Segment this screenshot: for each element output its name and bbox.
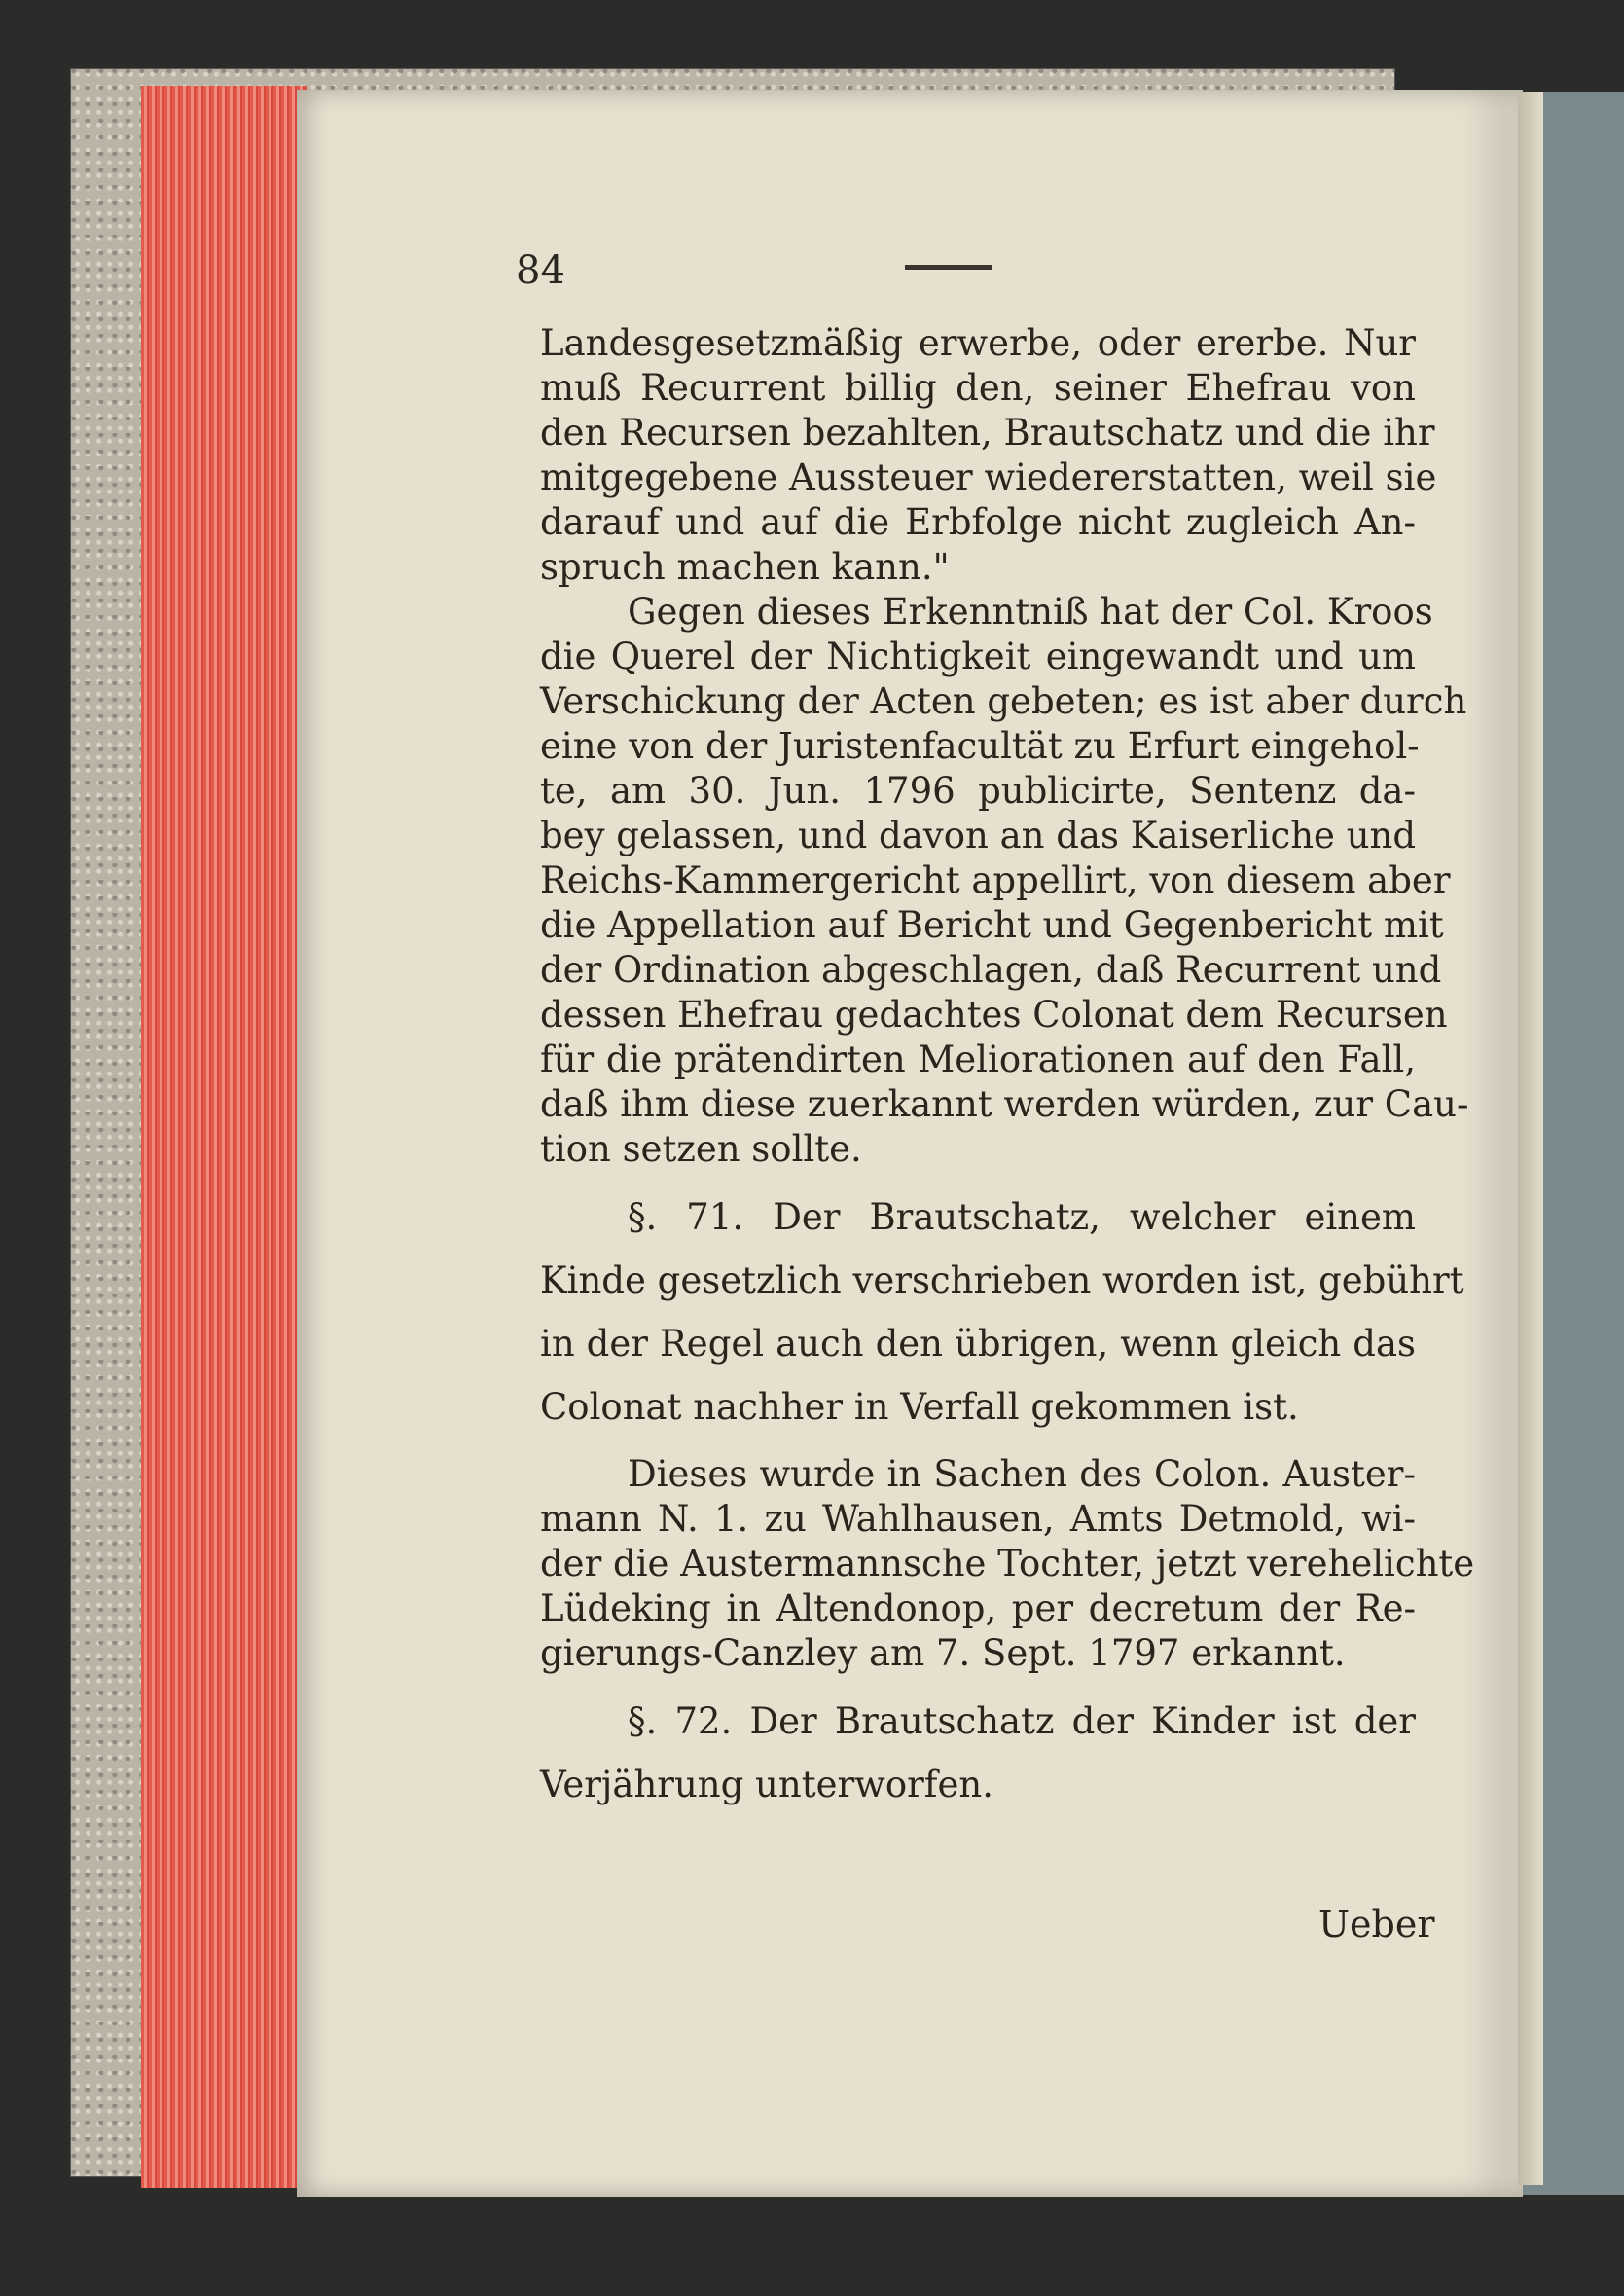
text-line: der Ordination abgeschlagen, daß Recurrent und bbox=[540, 949, 1442, 991]
text-line: der die Austermannsche Tochter, jetzt verehelichte bbox=[540, 1543, 1475, 1585]
text-line: te, am 30. Jun. 1796 publicirte, Sentenz da- bbox=[540, 770, 1416, 812]
text-line: darauf und auf die Erbfolge nicht zugleich An- bbox=[540, 501, 1416, 543]
text-line: die Querel der Nichtigkeit eingewandt und um bbox=[540, 636, 1416, 677]
text-line: Reichs-Kammergericht appellirt, von diesem aber bbox=[540, 859, 1451, 901]
page-right-edge bbox=[1518, 92, 1543, 2185]
page-edges bbox=[141, 86, 307, 2188]
text-line: daß ihm diese zuerkannt werden würden, zur Cau- bbox=[540, 1083, 1469, 1125]
text-line: Dieses wurde in Sachen des Colon. Auster- bbox=[628, 1453, 1416, 1495]
text-line: gierungs-Canzley am 7. Sept. 1797 erkannt. bbox=[540, 1632, 1346, 1674]
text-line: tion setzen sollte. bbox=[540, 1128, 862, 1170]
section-text: Verjährung unterworfen. bbox=[540, 1764, 993, 1805]
text-line: Lüdeking in Altendonop, per decretum der Re- bbox=[540, 1587, 1416, 1629]
section-heading: §. 71. Der Brautschatz, welcher einem bbox=[628, 1196, 1416, 1238]
text-line: Landesgesetzmäßig erwerbe, oder ererbe. Nur bbox=[540, 322, 1416, 364]
text-line: für die prätendirten Meliorationen auf den Fall, bbox=[540, 1039, 1416, 1080]
text-line: Gegen dieses Erkenntniß hat der Col. Kroos bbox=[628, 591, 1433, 633]
text-line: Verschickung der Acten gebeten; es ist aber durch bbox=[540, 680, 1467, 722]
header-rule bbox=[905, 265, 992, 270]
page-text bbox=[540, 321, 1475, 1816]
text-line: eine von der Juristenfacultät zu Erfurt eingehol- bbox=[540, 725, 1420, 767]
page-number: 84 bbox=[516, 248, 565, 293]
text-line: dessen Ehefrau gedachtes Colonat dem Recursen bbox=[540, 994, 1448, 1036]
text-line: spruch machen kann." bbox=[540, 546, 950, 588]
text-line: bey gelassen, und davon an das Kaiserliche und bbox=[540, 815, 1417, 856]
section-heading: §. 72. Der Brautschatz der Kinder ist der bbox=[628, 1700, 1416, 1742]
section-text: Colonat nachher in Verfall gekommen ist. bbox=[540, 1386, 1299, 1428]
text-line: mann N. 1. zu Wahlhausen, Amts Detmold, wi- bbox=[540, 1498, 1416, 1540]
text-line: mitgegebene Aussteuer wiedererstatten, weil sie bbox=[540, 456, 1437, 498]
text-line: den Recursen bezahlten, Brautschatz und die ihr bbox=[540, 412, 1435, 454]
section-text: Kinde gesetzlich verschrieben worden ist, gebührt bbox=[540, 1259, 1464, 1301]
section-text: in der Regel auch den übrigen, wenn gleich das bbox=[540, 1323, 1416, 1365]
text-line: muß Recurrent billig den, seiner Ehefrau von bbox=[540, 367, 1416, 409]
catchword: Ueber bbox=[1318, 1903, 1435, 1946]
text-line: die Appellation auf Bericht und Gegenbericht mit bbox=[540, 904, 1444, 946]
